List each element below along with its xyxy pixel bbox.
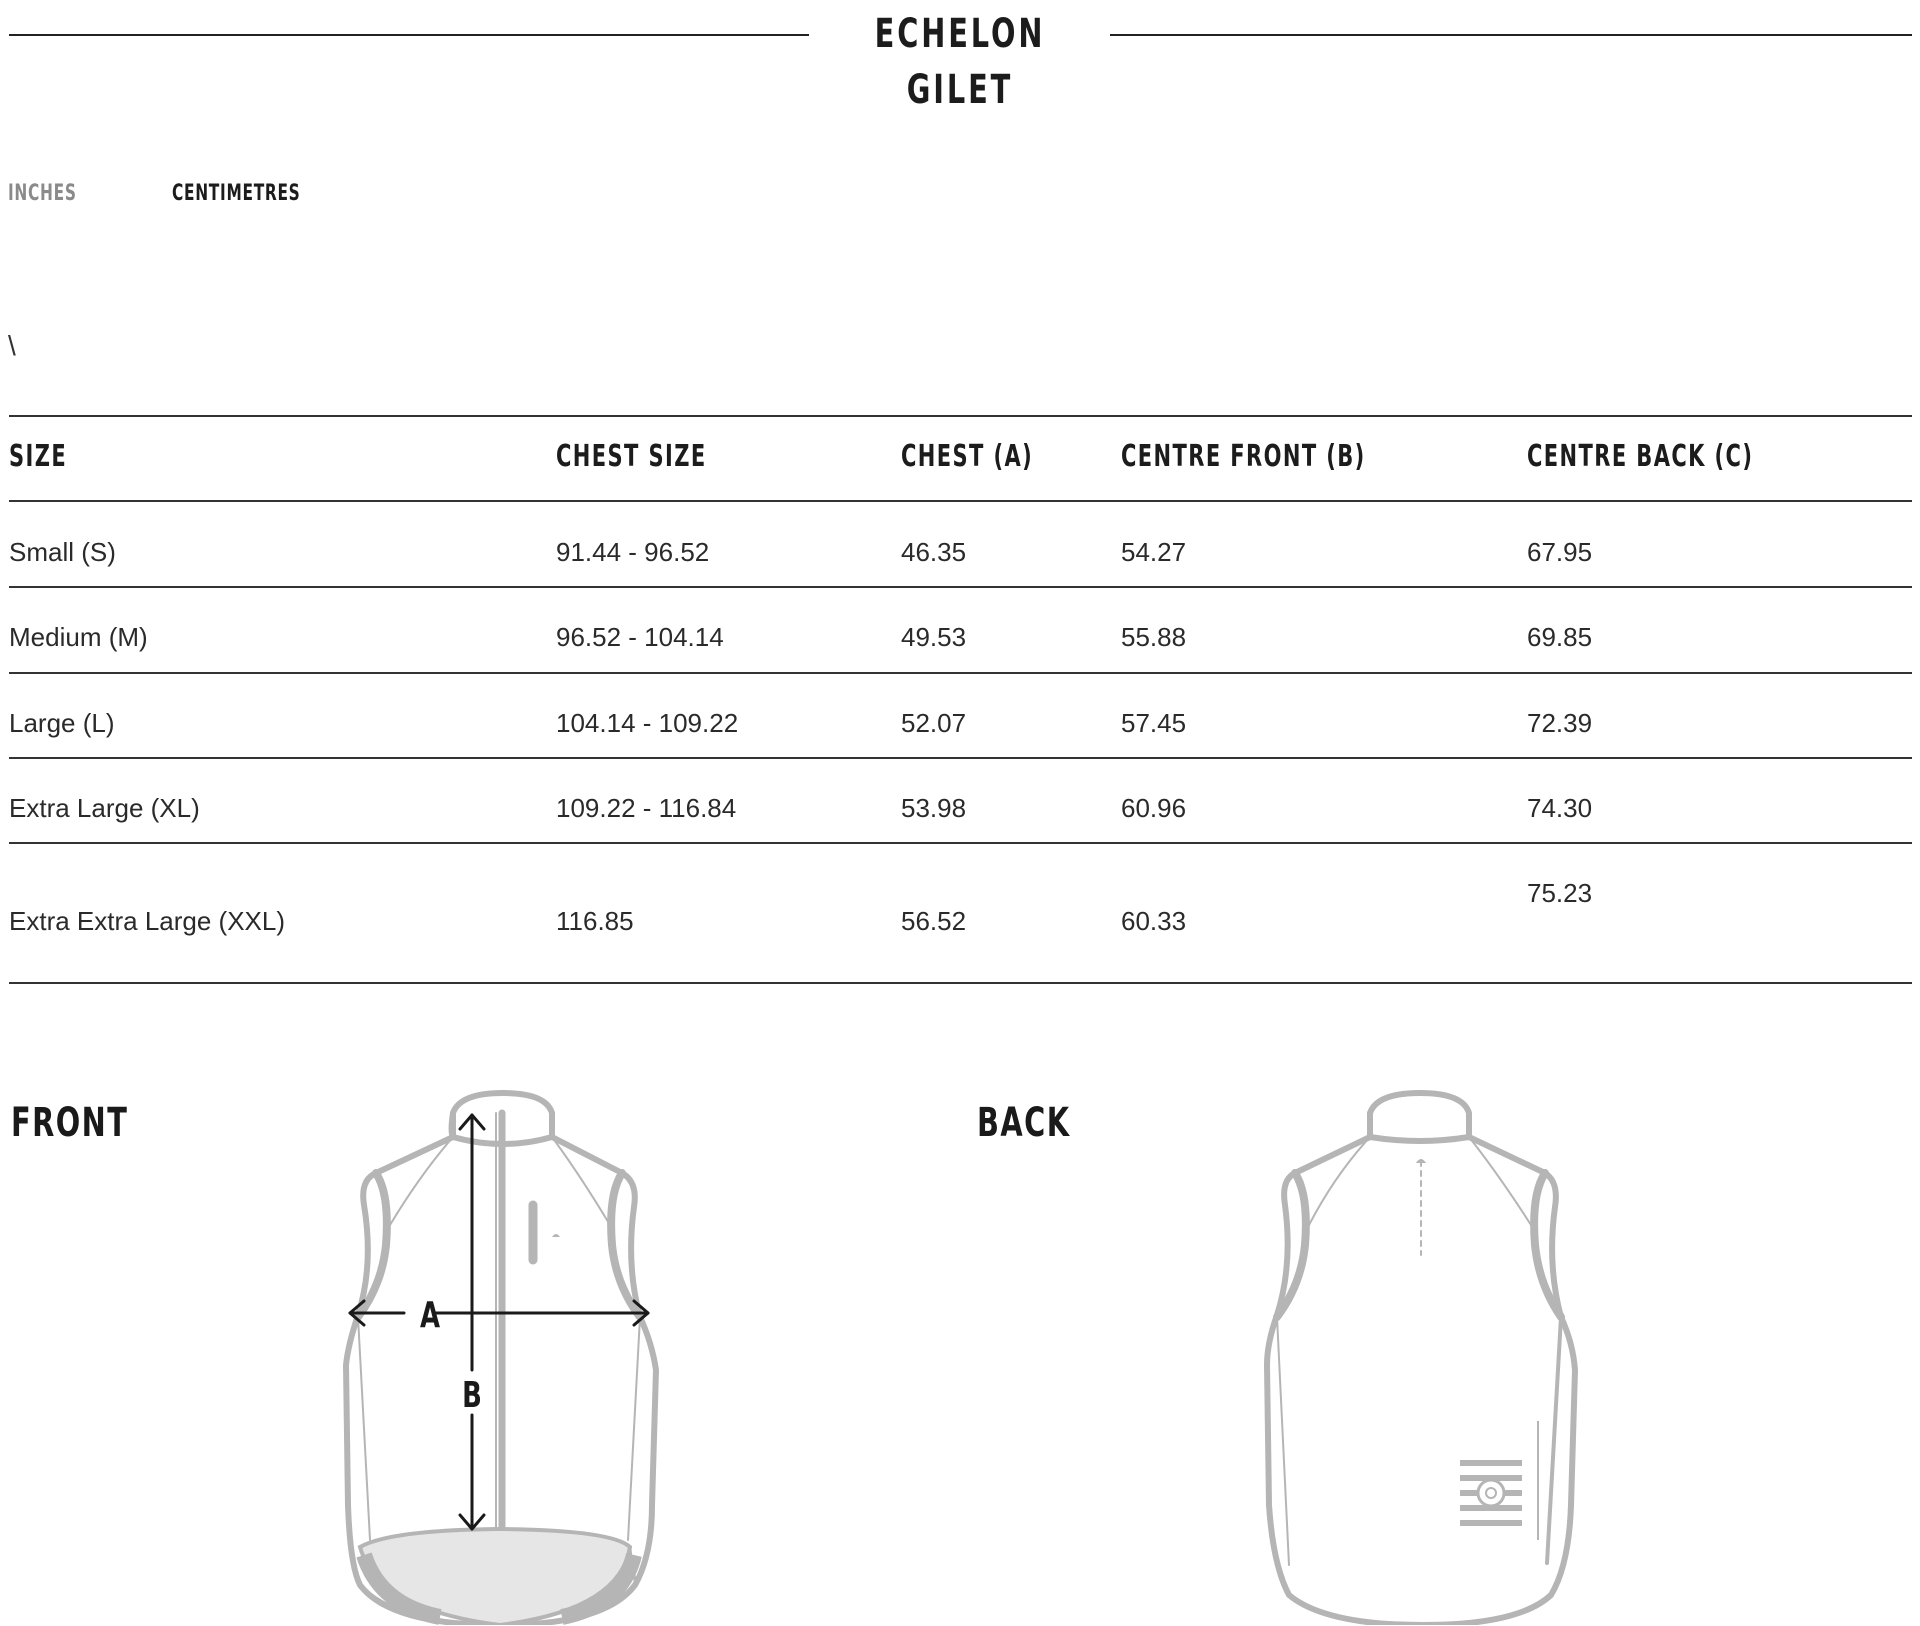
- row-rule: [9, 757, 1912, 759]
- header-centre-back-c: CENTRE BACK (C): [1527, 439, 1754, 474]
- cell-chest-a: 49.53: [901, 622, 967, 652]
- cell-size: Extra Large (XL): [9, 793, 200, 823]
- back-collar-outline: [1370, 1093, 1469, 1141]
- front-gilet-diagram: [330, 1085, 670, 1625]
- cell-size: Medium (M): [9, 622, 148, 652]
- header-size: SIZE: [9, 439, 68, 474]
- measure-a-label: A: [420, 1294, 441, 1337]
- chest-logo-icon: [552, 1234, 560, 1237]
- table-bottom-rule: [9, 982, 1912, 984]
- cell-chest-size: 91.44 - 96.52: [556, 537, 710, 567]
- front-gilet-svg: [330, 1085, 670, 1625]
- back-loop-icon: [1416, 1159, 1426, 1163]
- cell-chest-size: 96.52 - 104.14: [556, 622, 724, 652]
- tab-inches[interactable]: INCHES: [8, 181, 77, 206]
- measure-b-label: B: [462, 1374, 482, 1417]
- cell-centre-back-c: 69.85: [1527, 622, 1593, 652]
- back-body-outline: [1267, 1113, 1575, 1625]
- title-rule-right: [1110, 34, 1912, 36]
- cell-centre-front-b: 54.27: [1121, 537, 1187, 567]
- cell-centre-back-c: 72.39: [1527, 708, 1593, 738]
- back-view-label: BACK: [977, 1100, 1071, 1146]
- left-side-seam: [358, 1317, 370, 1540]
- cell-chest-a: 53.98: [901, 793, 967, 823]
- back-right-side-seam: [1547, 1317, 1561, 1563]
- back-logo-icon: [1460, 1460, 1522, 1526]
- header-rule: [9, 500, 1912, 502]
- tab-centimetres[interactable]: CENTIMETRES: [172, 181, 301, 206]
- back-gilet-svg: [1255, 1085, 1595, 1625]
- cell-centre-front-b: 57.45: [1121, 708, 1187, 738]
- cell-chest-size: 109.22 - 116.84: [556, 793, 737, 823]
- cell-size: Small (S): [9, 537, 116, 567]
- stray-backslash: \: [8, 330, 16, 361]
- cell-centre-back-c: 67.95: [1527, 537, 1593, 567]
- front-view-label: FRONT: [11, 1100, 129, 1146]
- title-rule-left: [9, 34, 809, 36]
- cell-chest-size: 104.14 - 109.22: [556, 708, 739, 738]
- cell-chest-a: 52.07: [901, 708, 967, 738]
- row-rule: [9, 586, 1912, 588]
- cell-chest-a: 46.35: [901, 537, 967, 567]
- header-chest-size: CHEST SIZE: [556, 439, 707, 474]
- cell-chest-size: 116.85: [556, 906, 634, 936]
- cell-centre-back-c: 75.23: [1527, 878, 1593, 908]
- cell-chest-a: 56.52: [901, 906, 967, 936]
- cell-centre-front-b: 60.96: [1121, 793, 1187, 823]
- back-left-side-seam: [1277, 1317, 1289, 1565]
- cell-size: Extra Extra Large (XXL): [9, 906, 285, 936]
- table-top-rule: [9, 415, 1912, 417]
- cell-centre-back-c: 74.30: [1527, 793, 1593, 823]
- right-side-seam: [628, 1317, 640, 1540]
- cell-centre-front-b: 60.33: [1121, 906, 1187, 936]
- row-rule: [9, 672, 1912, 674]
- back-gilet-diagram: [1255, 1085, 1595, 1625]
- page-title: ECHELON GILET: [874, 11, 1046, 113]
- header-chest-a: CHEST (A): [901, 439, 1034, 474]
- cell-centre-front-b: 55.88: [1121, 622, 1187, 652]
- cell-size: Large (L): [9, 708, 115, 738]
- header-centre-front-b: CENTRE FRONT (B): [1121, 439, 1366, 474]
- row-rule: [9, 842, 1912, 844]
